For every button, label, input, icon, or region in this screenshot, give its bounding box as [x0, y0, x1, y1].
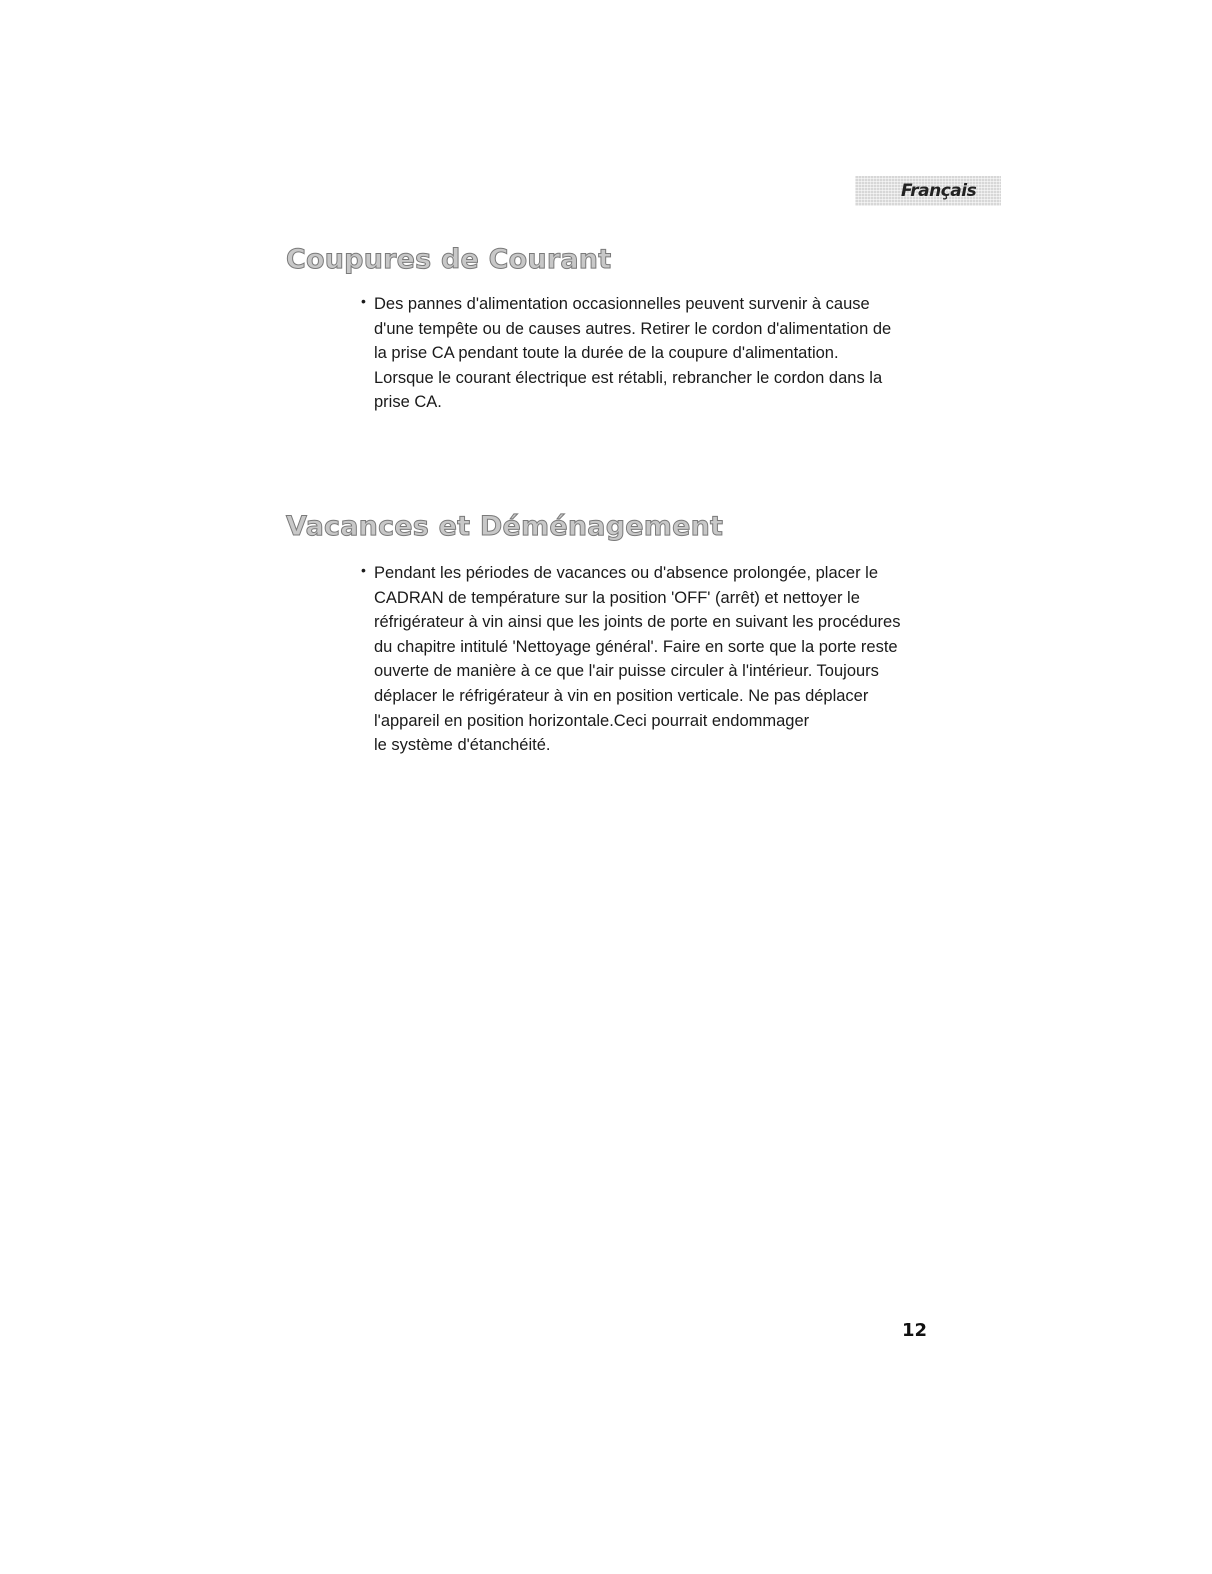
paragraph-line: le système d'étanchéité. — [374, 736, 551, 755]
vacation-moving-paragraph — [374, 561, 954, 758]
section-title-power-outages: Coupures de Courant — [286, 244, 612, 275]
language-tab — [855, 176, 1001, 206]
paragraph-line: CADRAN de température sur la position 'OFF' (arrêt) et nettoyer le — [374, 588, 860, 607]
paragraph-line: ouverte de manière à ce que l'air puisse circuler à l'intérieur. Toujours — [374, 662, 879, 681]
page-number: 12 — [902, 1320, 928, 1341]
power-outages-paragraph — [374, 292, 934, 415]
paragraph-line: d'une tempête ou de causes autres. Retirer le cordon d'alimentation de — [374, 319, 892, 338]
paragraph-line: l'appareil en position horizontale.Ceci pourrait endommager — [374, 711, 810, 730]
paragraph-line: Lorsque le courant électrique est rétabli, rebrancher le cordon dans la — [374, 368, 883, 387]
paragraph-line: prise CA. — [374, 393, 442, 412]
paragraph-line: la prise CA pendant toute la durée de la coupure d'alimentation. — [374, 344, 839, 363]
bullet-dot-icon: • — [361, 293, 366, 309]
paragraph-line: déplacer le réfrigérateur à vin en position verticale. Ne pas déplacer — [374, 686, 869, 705]
paragraph-line: réfrigérateur à vin ainsi que les joints de porte en suivant les procédures — [374, 613, 901, 632]
bullet-dot-icon: • — [361, 562, 366, 578]
section-title-vacation-moving: Vacances et Déménagement — [286, 511, 724, 542]
paragraph-line: Des pannes d'alimentation occasionnelles peuvent survenir à cause — [374, 295, 870, 313]
paragraph-line: du chapitre intitulé 'Nettoyage général'. Faire en sorte que la porte reste — [374, 637, 898, 656]
paragraph-line: Pendant les périodes de vacances ou d'absence prolongée, placer le — [374, 564, 878, 582]
language-tab-label: Français — [901, 181, 977, 201]
